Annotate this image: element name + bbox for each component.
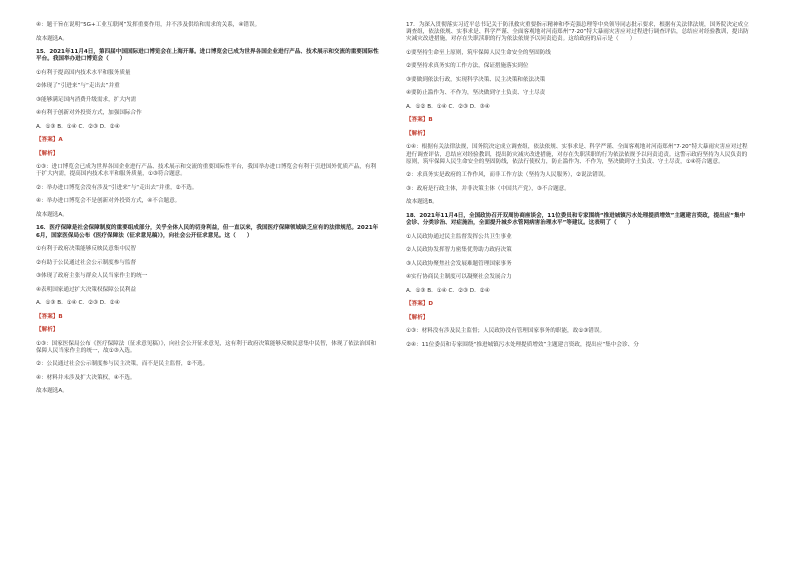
paragraph: ②④：11位委员和专家围绕“推进城镇污水处理提质增效”主题建言资政，提出应“集中会诊、分 [406,341,639,348]
option-line: ①人民政协通过民主监督发挥公共卫生事业 [406,233,512,240]
option-line: ④有利于创新对外投资方式，加强国际合作 [36,110,142,117]
option-line: A．①② B．①④ C．②③ D．③④ [406,103,490,110]
analysis-label: 【解析】 [406,130,429,137]
option-line: ②体现了“引进来”与“走出去”并重 [36,83,120,90]
option-line: ④实行协商民主制度可以凝聚社会发展合力 [406,274,512,281]
answer-label: 【答案】B [406,117,433,124]
paragraph: ①④：根据有关法律法规，国务院决定成立调查组，依法依规、实事求是、科学严谨、全面客观地对河南郑州“7·20”特大暴雨灾害应对过程进行调查评估，总结应对经验教训，提出防灾减灾改进措施，对存在失职渎职的行为依法依规予以问责追责。这警示政府坚持为人民负责的原则，筑牢保障人民生命安全的坚固防线，依法行使权力，防止滥作为、不作为，坚决做到守土负责、守土尽责，①④符合题意。 [406,144,748,165]
option-line: ③人民政协聚焦社会发展难题管理国家事务 [406,260,512,267]
paragraph: ①③：材料没有涉及民主监督；人民政协没有管理国家事务的职能，故①③错误。 [406,328,606,335]
paragraph: ①③：进口博览会已成为世界各国企业进行产品、技术展示和交流的重要国际性平台，我国举办进口博览会有利于引进国外优质产品，有利于扩大内需，提高国内技术水平和服务质量，①③符合题意。 [36,164,377,178]
paragraph: ②：举办进口博览会没有涉及“引进来”与“走出去”并重，②不选。 [36,184,198,191]
option-line: ②要坚持求真务实的工作方法，保证措施落实到位 [406,63,529,70]
option-line: ④要防止滥作为、不作为，坚决做到守土负责、守土尽责 [406,90,546,97]
option-line: ④表明国家通过扩大决策权保障公民利益 [36,286,137,293]
option-line: ③体现了政府主张与群众人民当家作主的统一 [36,273,148,280]
question-stem: 18．2021年11月4日，全国政协召开双周协商座谈会，11位委员和专家围绕“推进城镇污水处理提质增效”主题建言资政，提出应“集中会诊、分类诊治、对症施治，全面提升城乡水管网病害治理水平”等建议。这表明了（ ） [406,212,746,227]
answer-label: 【答案】A [36,137,63,144]
answer-label: 【答案】B [36,313,63,320]
analysis-label: 【解析】 [36,327,59,334]
left-column [36,22,379,402]
option-line: A．①③ B．①④ C．②③ D．②④ [406,287,490,294]
option-line: ③要做到依法行政，实现科学决策、民主决策和依法决策 [406,76,546,83]
right-column [406,22,749,355]
paragraph: 故本题选B。 [406,199,438,206]
paragraph: 17．为深入贯彻落实习近平总书记关于防汛救灾重要指示精神和李克强总理等中央领导同志批示要求，根据有关法律法规，国务院决定成立调查组，依法依规、实事求是、科学严谨、全面客观地对河南郑州“7·20”特大暴雨灾害应对过程进行调查评估，总结应对经验教训，提出防灾减灾改进措施，对存在失职渎职的行为依法依规予以问责追责。这给政府的启示是（ ） [406,22,749,43]
answer-label: 【答案】D [406,301,434,308]
option-line: ③能够满足国内消费升级需求，扩大内需 [36,96,137,103]
analysis-label: 【解析】 [406,314,429,321]
paragraph: ④：举办进口博览会不是创新对外投资方式，④不合题意。 [36,198,181,205]
question-stem: 15．2021年11月4日，第四届中国国际进口博览会在上海开幕。进口博览会已成为世界各国企业进行产品、技术展示和交流的重要国际性平台。我国举办进口博览会（ ） [36,49,379,63]
paragraph: 故本题选A。 [36,388,68,395]
question-stem: 16．医疗保障是社会保障制度的重要组成部分，关乎全体人民的切身利益，但一直以来，我国医疗保障领域缺乏应有的法律规范。2021年6月，国家医保局公布《医疗保障法（征求意见稿）》，向社会公开征求意见。这（ ） [36,225,379,239]
option-line: ①要坚持生命至上原则，筑牢保障人民生命安全的坚固防线 [406,49,551,56]
option-line: ②人民政协发挥智力密集优势助力政府决策 [406,247,512,254]
paragraph: ①③：国家医保局公布《医疗保障法（征求意见稿）》，向社会公开征求意见，这有利于政府决策能够反映民意集中民智，体现了依法治国和保障人民当家作主的统一，故①③入选。 [36,340,377,354]
paragraph: ④：题干旨在说明“5G+工业互联网”发挥重要作用，并不涉及供给和需求的关系，④错误。 [36,22,261,28]
paragraph: ③：政府是行政主体，并非决策主体（中国共产党），③不合题意。 [406,185,570,192]
option-line: A．①③ B．①④ C．②③ D．②④ [36,300,120,307]
paragraph: 故本题选A。 [36,35,68,42]
paragraph: ②：求真务实是政府的工作作风，而非工作方法（坚持为人民服务），②说法错误。 [406,172,610,179]
analysis-label: 【解析】 [36,150,59,157]
option-line: ①有利于政府决策能够反映民意集中民智 [36,246,137,253]
option-line: A．①③ B．①④ C．②③ D．②④ [36,123,120,130]
paragraph: ④：材料并未涉及扩大决策权，④不选。 [36,374,136,381]
option-line: ①有利于提高国内技术水平和服务质量 [36,69,131,76]
option-line: ②有助于公民通过社会公示制度参与监督 [36,259,137,266]
paragraph: 故本题选A。 [36,211,68,218]
paragraph: ②：公民通过社会公示制度参与民主决策，而不是民主监督，②不选。 [36,361,209,368]
